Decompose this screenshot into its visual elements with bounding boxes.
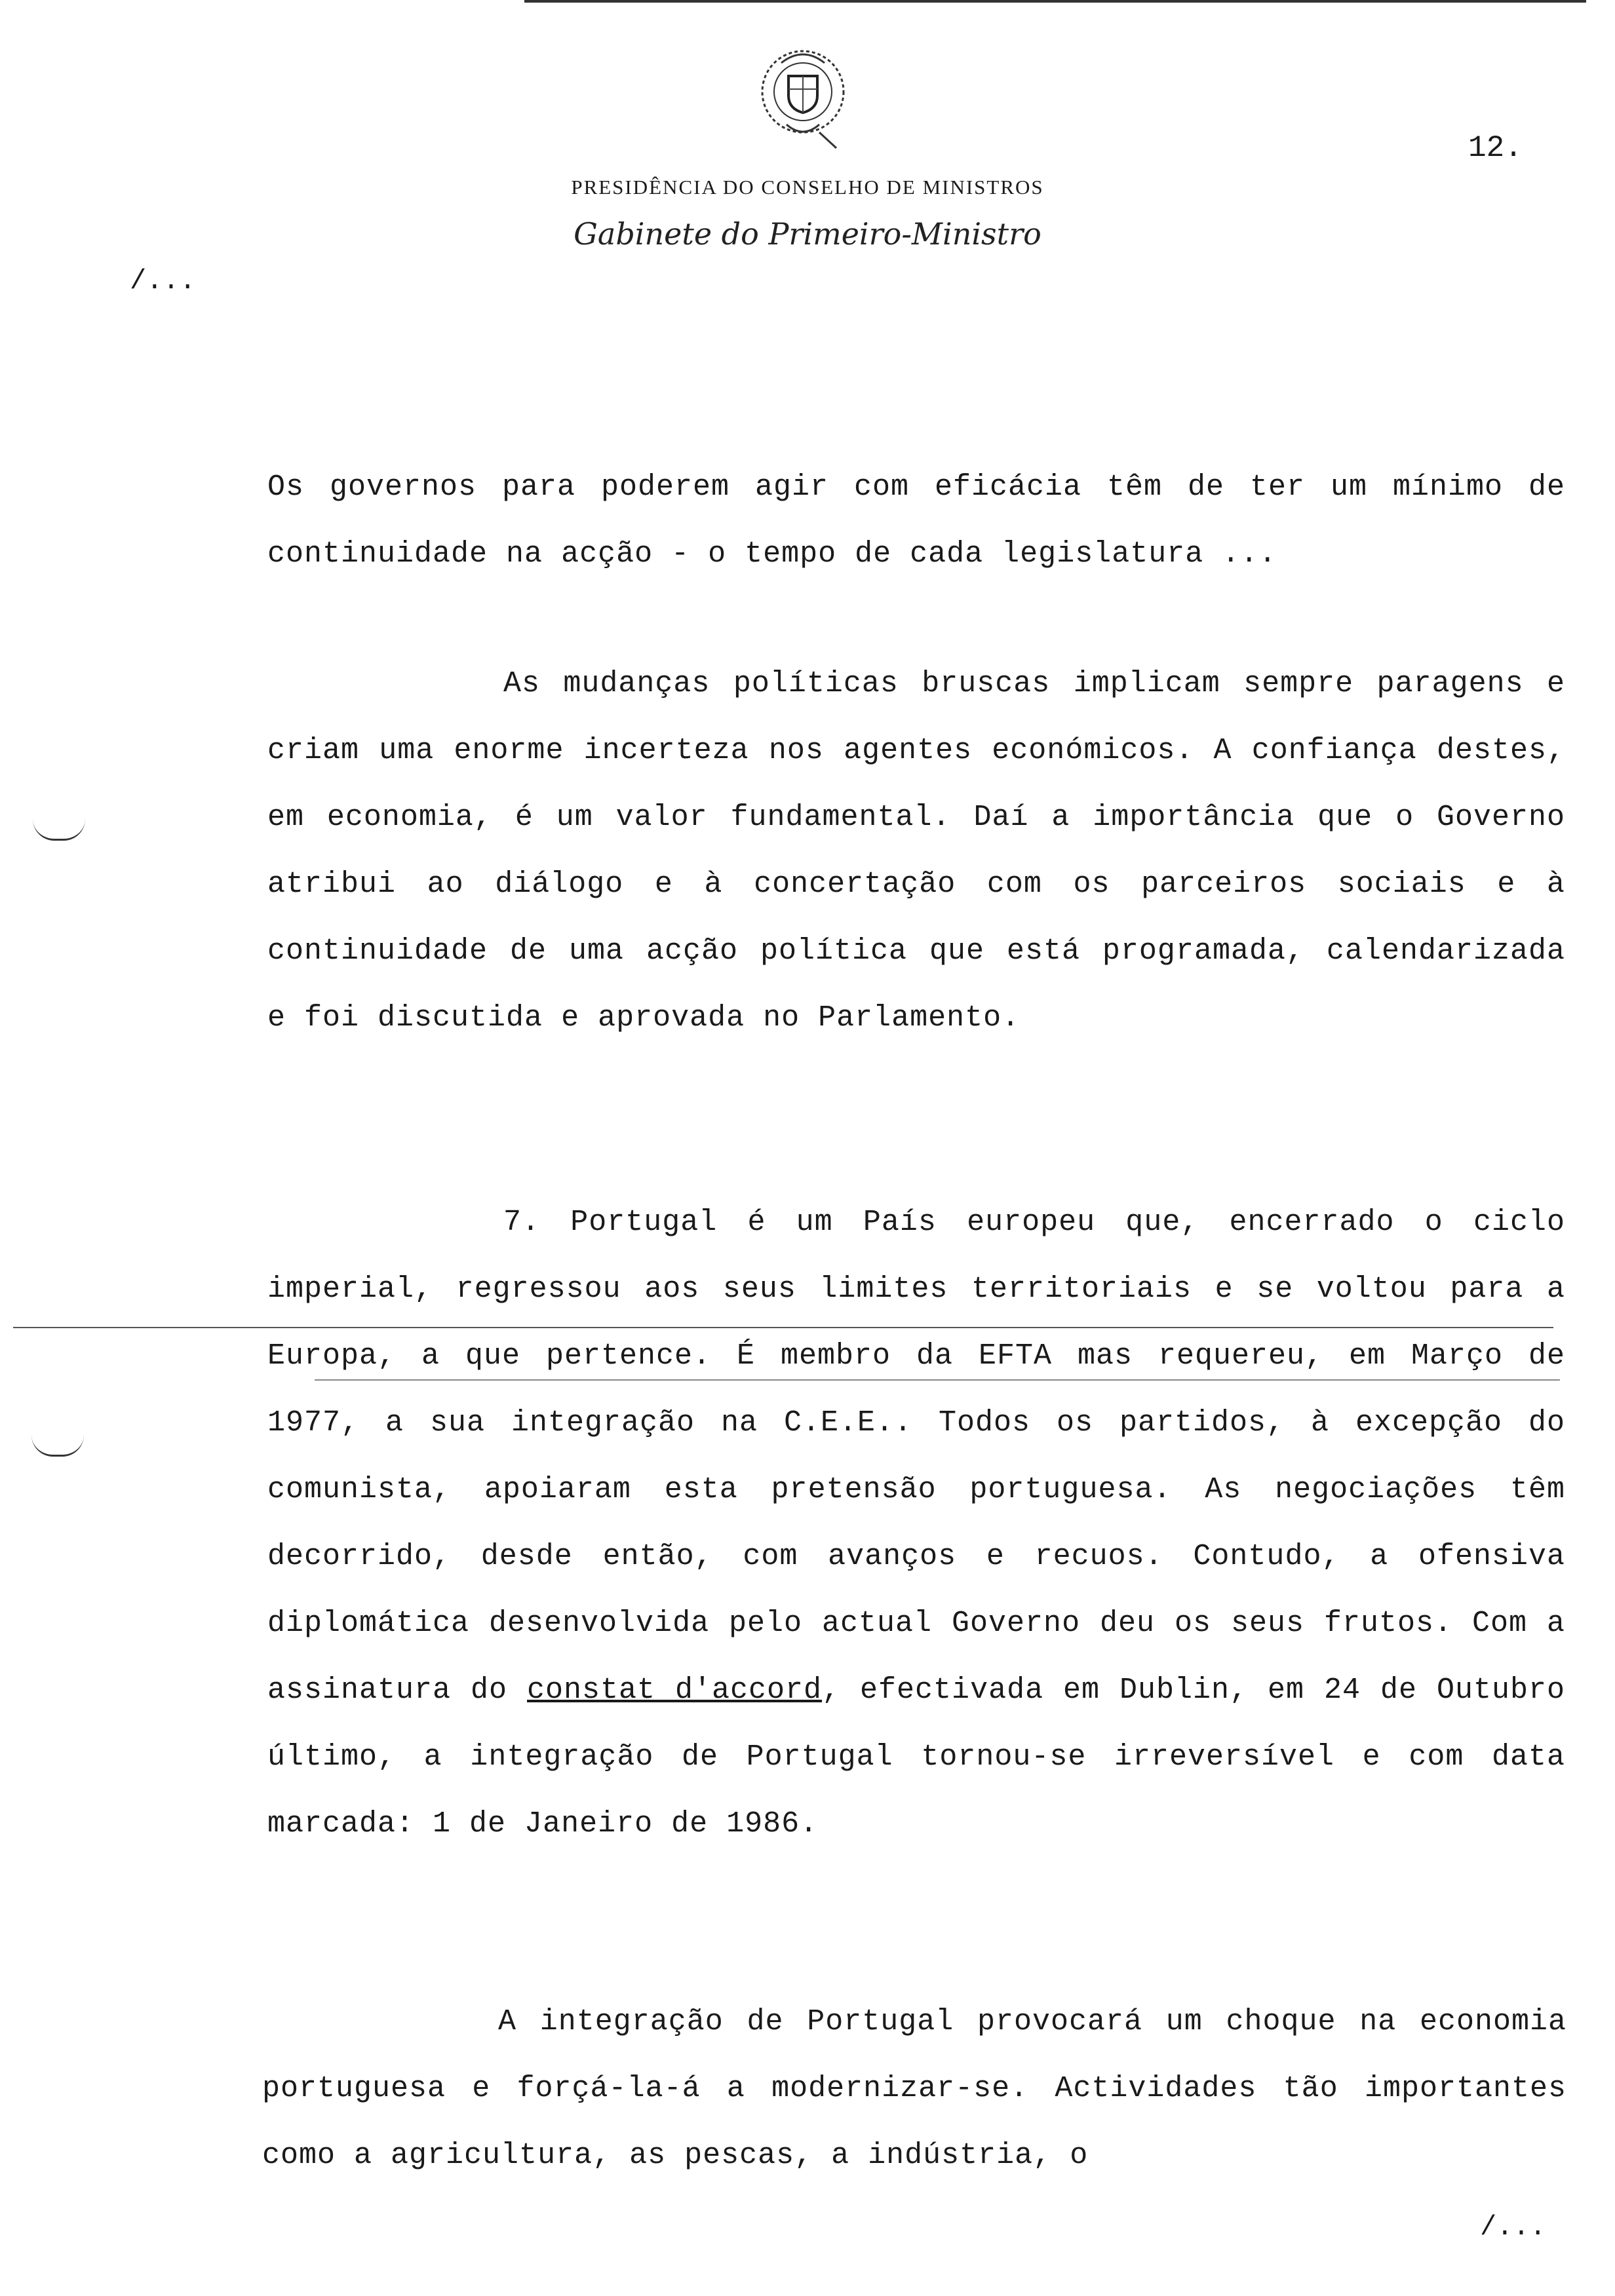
institution-heading: PRESIDÊNCIA DO CONSELHO DE MINISTROS [571, 176, 1044, 199]
continuation-marker-bottom: /... [1480, 2211, 1546, 2243]
paragraph-2 [267, 651, 1565, 1052]
margin-fold-mark [33, 819, 85, 841]
top-edge-rule [524, 0, 1586, 3]
paragraph-1-text: Os governos para poderem agir com eficácia têm de ter um mínimo de continuidade na acção - o tempo de cada legislatura ... [267, 470, 1565, 571]
paragraph-4-text: A integração de Portugal provocará um choque na economia portuguesa e forçá-la-á a modernizar-se. Actividades tão importantes como a agricultura, as pescas, a indústria, o [262, 2005, 1566, 2172]
page-number: 12. [1468, 131, 1523, 165]
coat-of-arms-seal-icon [747, 41, 859, 159]
paragraph-2-text: As mudanças políticas bruscas implicam sempre paragens e criam uma enorme incerteza nos agentes económicos. A confiança destes, em economia, é um valor fundamental. Daí a importância que o Governo atribui ao diálogo e à concertação com os parceiros sociais e à continuidade de uma acção política que está programada, calendarizada e foi discutida e aprovada no Parlamento. [267, 667, 1565, 1035]
paragraph-3-text-before: 7. Portugal é um País europeu que, encerrado o ciclo imperial, regressou aos seus limites territoriais e se voltou para a Europa, a que pertence. É membro da EFTA mas requereu, em Março de 1977, a sua integração na C.E.E.. Todos os partidos, à excepção do comunista, apoiaram esta pretensão portuguesa. As negociações têm decorrido, desde então, com avanços e recuos. Contudo, a ofensiva diplomática desenvolvida pelo actual Governo deu os seus frutos. Com a assinatura do [267, 1206, 1565, 1707]
paragraph-3-text-after: , efectivada em Dublin, em 24 de Outubro último, a integração de Portugal tornou-se irreversível e com data marcada: 1 de Janeiro de 1986. [267, 1674, 1565, 1841]
scan-artifact-line [13, 1327, 1553, 1328]
paragraph-1 [267, 454, 1565, 588]
margin-fold-mark [31, 1435, 84, 1457]
office-subheading: Gabinete do Primeiro-Ministro [574, 216, 1041, 252]
paragraph-4 [262, 1989, 1566, 2189]
paragraph-3 [267, 1189, 1565, 1858]
continuation-marker-top: /... [130, 265, 196, 297]
underlined-phrase: constat d'accord [527, 1674, 823, 1707]
scan-artifact-line [315, 1379, 1560, 1381]
